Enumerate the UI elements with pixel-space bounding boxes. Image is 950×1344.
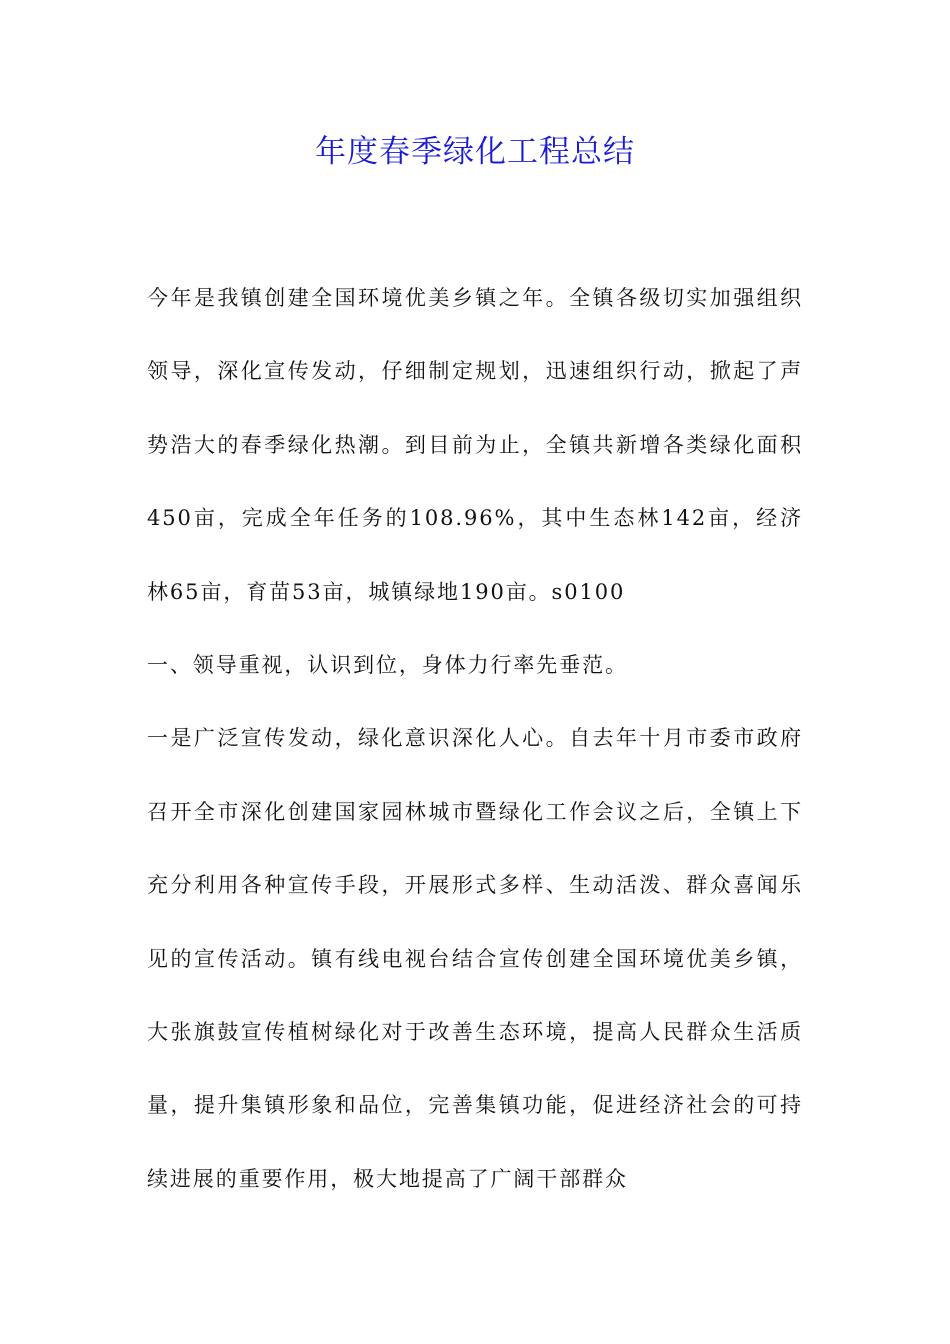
paragraph-publicity: 一是广泛宣传发动，绿化意识深化人心。自去年十月市委市政府召开全市深化创建国家园林城市暨绿化工作会议之后，全镇上下充分利用各种宣传手段，开展形式多样、生动活泼、群众喜闻乐见的宣传活动。镇有线电视台结合宣传创建全国环境优美乡镇，大张旗鼓宣传植树绿化对于改善生态环境，提高人民群众生活质量，提升集镇形象和品位，完善集镇功能，促进经济社会的可持续进展的重要作用，极大地提高了广阔干部群众 xyxy=(147,726,803,1191)
document-body xyxy=(147,262,803,1216)
document-title: 年度春季绿化工程总结 xyxy=(315,134,635,170)
paragraph-intro: 今年是我镇创建全国环境优美乡镇之年。全镇各级切实加强组织领导，深化宣传发动，仔细制定规划，迅速组织行动，掀起了声势浩大的春季绿化热潮。到目前为止，全镇共新增各类绿化面积450亩，完成全年任务的108.96%，其中生态林142亩，经济林65亩，育苗53亩，城镇绿地190亩。s0100 xyxy=(147,286,803,604)
section-heading-1: 一、领导重视，认识到位，身体力行率先垂范。 xyxy=(147,653,628,678)
